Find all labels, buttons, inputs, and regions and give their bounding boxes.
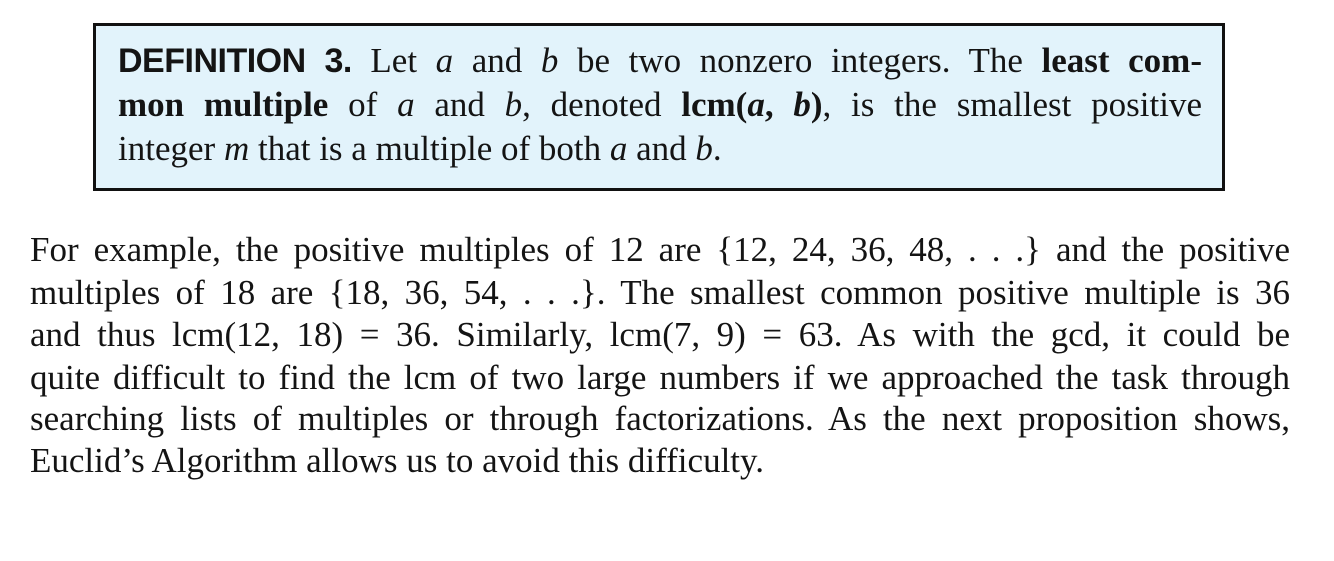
paragraph-line: quite difficult to find the lcm of two large numbers if we approached the task through (30, 358, 1290, 397)
definition-text: of (328, 85, 398, 124)
paragraph-line: multiples of 18 are {18, 36, 54, . . .}. The smallest common positive multiple is 36 (30, 273, 1290, 312)
definition-text: and (627, 129, 696, 168)
variable-a: a (747, 85, 765, 124)
definition-text: that is a multiple of both (249, 129, 610, 168)
definition-line-3 (118, 128, 1202, 170)
definition-label: DEFINITION 3. (118, 42, 352, 80)
variable-b: b (793, 85, 811, 124)
definition-line-1 (118, 40, 1202, 82)
definition-text: Let (370, 41, 436, 80)
defined-term: mon multiple (118, 85, 329, 124)
definition-text: be two nonzero integers. The (558, 41, 1042, 80)
definition-text: and (414, 85, 505, 124)
lcm-notation (681, 85, 822, 124)
definition-line-2 (118, 84, 1202, 126)
paragraph-line: For example, the positive multiples of 12 are {12, 24, 36, 48, . . .} and the positive (30, 230, 1290, 269)
definition-text: , is the smallest positive (822, 85, 1203, 124)
definition-text: and (453, 41, 541, 80)
variable-b: b (540, 41, 559, 80)
variable-a: a (435, 41, 454, 80)
notation-text: lcm( (681, 85, 748, 124)
defined-term: least com- (1041, 41, 1202, 80)
paragraph-line: searching lists of multiples or through factorizations. As the next proposition shows, (30, 399, 1290, 438)
variable-b: b (695, 129, 713, 168)
definition-text: integer (118, 129, 224, 168)
variable-b: b (504, 85, 523, 124)
variable-a: a (609, 129, 628, 168)
definition-text: . (712, 129, 722, 168)
notation-text: , (764, 85, 794, 124)
variable-a: a (397, 85, 415, 124)
variable-m: m (223, 129, 250, 168)
definition-text: , denoted (522, 85, 682, 124)
paragraph-line: Euclid’s Algorithm allows us to avoid this difficulty. (30, 441, 764, 480)
paragraph-line: and thus lcm(12, 18) = 36. Similarly, lcm(7, 9) = 63. As with the gcd, it could be (30, 315, 1290, 354)
notation-text: ) (810, 85, 823, 124)
